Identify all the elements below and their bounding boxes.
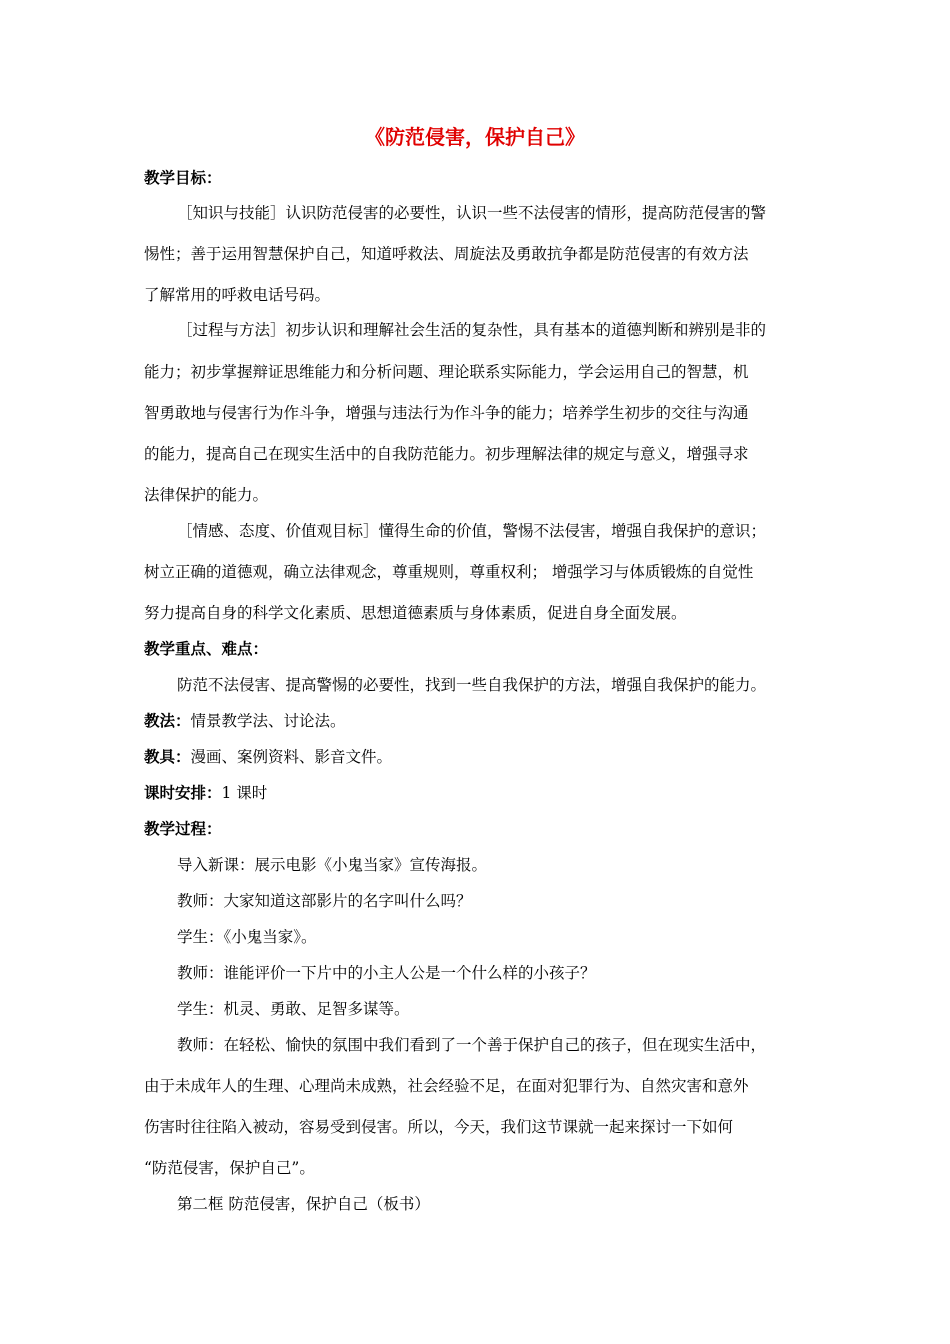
- process-heading: 教学过程：: [144, 820, 222, 838]
- emotion-line-1: ［情感、态度、价值观目标］懂得生命的价值，警惕不法侵害，增强自我保护的意识；: [177, 522, 767, 540]
- dialogue-line-1: 导入新课：展示电影《小鬼当家》宣传海报。: [177, 856, 488, 874]
- key-heading: 教学重点、难点：: [144, 640, 269, 658]
- teacher-line-4: “防范侵害，保护自己”。: [144, 1159, 315, 1177]
- key-text: 防范不法侵害、提高警惕的必要性，找到一些自我保护的方法，增强自我保护的能力。: [177, 676, 767, 694]
- teacher-line-2: 由于未成年人的生理、心理尚未成熟，社会经验不足，在面对犯罪行为、自然灾害和意外: [144, 1077, 749, 1095]
- knowledge-line-3: 了解常用的呼救电话号码。: [144, 286, 331, 304]
- process-line-4: 的能力，提高自己在现实生活中的自我防范能力。初步理解法律的规定与意义，增强寻求: [144, 445, 749, 463]
- teacher-line-1: 教师：在轻松、愉快的氛围中我们看到了一个善于保护自己的孩子，但在现实生活中，: [177, 1036, 767, 1054]
- board-line: 第二框 防范侵害，保护自己（板书）: [177, 1195, 430, 1213]
- knowledge-line-1: ［知识与技能］认识防范侵害的必要性，认识一些不法侵害的情形，提高防范侵害的警: [177, 204, 767, 222]
- process-line-3: 智勇敢地与侵害行为作斗争，增强与违法行为作斗争的能力；培养学生初步的交往与沟通: [144, 404, 749, 422]
- tools-row: [144, 745, 809, 767]
- emotion-line-3: 努力提高自身的科学文化素质、思想道德素质与身体素质，促进自身全面发展。: [144, 604, 687, 622]
- dialogue-line-3: 学生：《小鬼当家》。: [177, 928, 317, 946]
- emotion-line-2: 树立正确的道德观，确立法律观念，尊重规则，尊重权利； 增强学习与体质锻炼的自觉性: [144, 563, 754, 581]
- time-text: 1 课时: [221, 784, 268, 802]
- method-text: 情景教学法、讨论法。: [190, 712, 346, 730]
- tools-text: 漫画、案例资料、影音文件。: [190, 748, 393, 766]
- method-row: [144, 709, 809, 731]
- document-title: 《防范侵害，保护自己》: [365, 125, 585, 149]
- time-label: 课时安排：: [144, 784, 222, 802]
- process-line-1: ［过程与方法］初步认识和理解社会生活的复杂性，具有基本的道德判断和辨别是非的: [177, 321, 767, 339]
- dialogue-line-4: 教师：谁能评价一下片中的小主人公是一个什么样的小孩子？: [177, 964, 596, 982]
- dialogue-line-5: 学生：机灵、勇敢、足智多谋等。: [177, 1000, 410, 1018]
- time-row: [144, 781, 809, 803]
- teacher-line-3: 伤害时往往陷入被动，容易受到侵害。所以，今天，我们这节课就一起来探讨一下如何: [144, 1118, 734, 1136]
- process-line-5: 法律保护的能力。: [144, 486, 269, 504]
- goals-heading: 教学目标：: [144, 169, 222, 187]
- dialogue-line-2: 教师：大家知道这部影片的名字叫什么吗？: [177, 892, 472, 910]
- process-line-2: 能力；初步掌握辩证思维能力和分析问题、理论联系实际能力，学会运用自己的智慧，机: [144, 363, 749, 381]
- tools-label: 教具：: [144, 748, 191, 766]
- knowledge-line-2: 惕性；善于运用智慧保护自己，知道呼救法、周旋法及勇敢抗争都是防范侵害的有效方法: [144, 245, 749, 263]
- method-label: 教法：: [144, 712, 191, 730]
